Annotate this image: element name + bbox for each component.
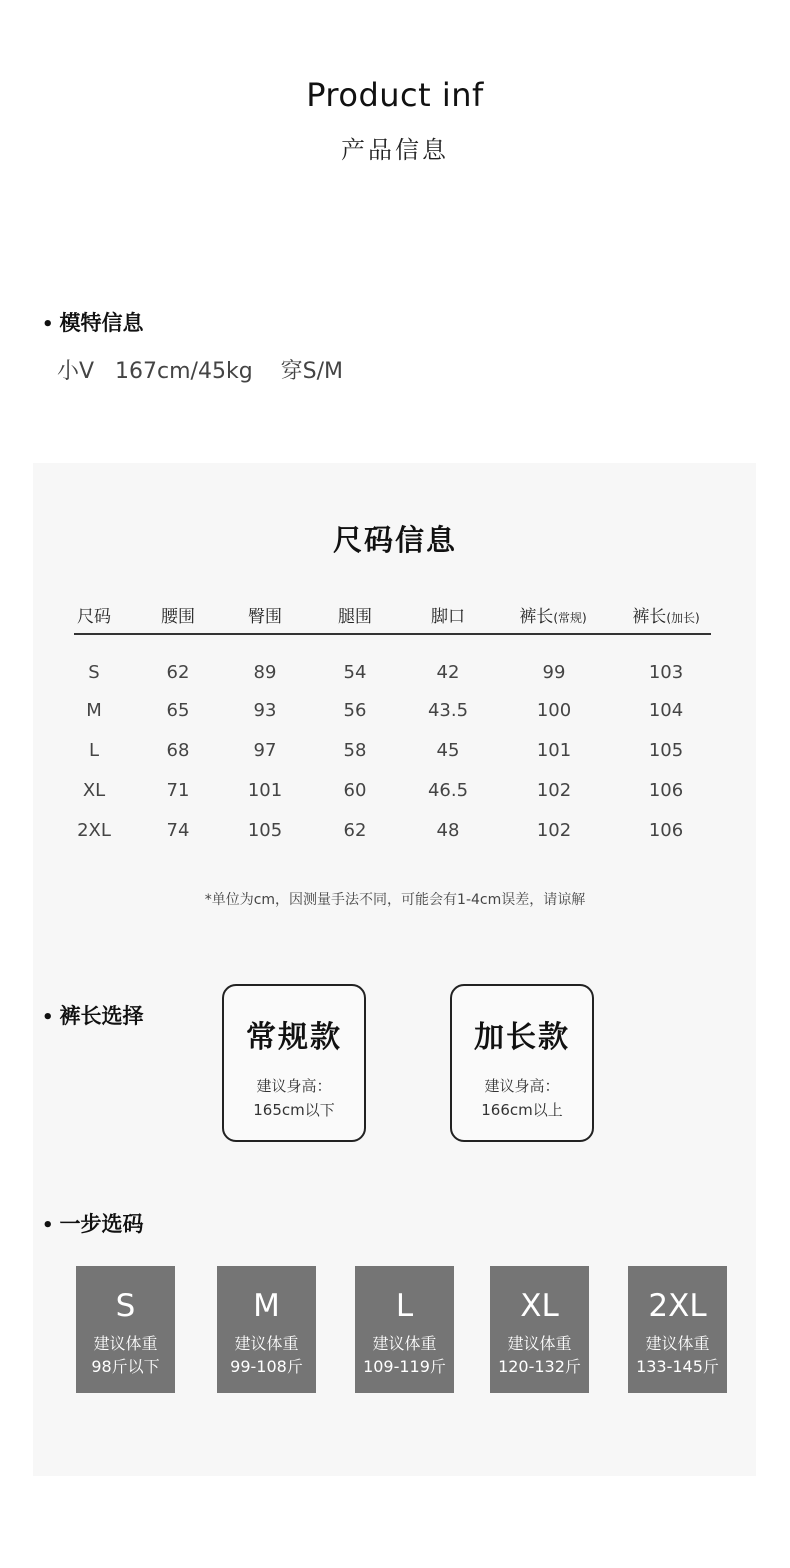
size-card-s[interactable]: [76, 1266, 175, 1393]
size-card-xl[interactable]: [490, 1266, 589, 1393]
table-cell: 101: [247, 780, 283, 801]
length-option-desc: [224, 1074, 364, 1122]
table-cell: 104: [648, 700, 684, 721]
page-title-cn: 产品信息: [341, 136, 449, 164]
size-card-size: M: [253, 1288, 280, 1324]
size-card-l[interactable]: [355, 1266, 454, 1393]
table-cell: 46.5: [427, 780, 469, 801]
table-header-hip: [215, 602, 315, 627]
size-card-label: 建议体重: [372, 1334, 437, 1353]
size-card-size: XL: [520, 1288, 559, 1324]
size-card-2xl[interactable]: [628, 1266, 727, 1393]
table-cell: 60: [343, 780, 367, 801]
table-cell: 103: [648, 662, 684, 683]
table-cell: 102: [536, 780, 572, 801]
length-option-line: 166cm以上: [481, 1101, 563, 1119]
table-cell: 65: [166, 700, 190, 721]
table-header-waist: [128, 602, 228, 627]
table-cell: 102: [536, 820, 572, 841]
table-header-length-regular: [493, 602, 613, 627]
table-header-suffix: (常规): [553, 611, 587, 625]
table-cell: 101: [536, 740, 572, 761]
size-card-size: L: [395, 1288, 414, 1324]
table-header-thigh: [305, 602, 405, 627]
table-header-label: 腰围: [161, 607, 195, 627]
table-header-label: 臀围: [248, 607, 282, 627]
length-option-line: 165cm以下: [253, 1101, 335, 1119]
table-cell: 106: [648, 780, 684, 801]
length-option-desc: [452, 1074, 592, 1122]
size-card-label: 建议体重: [93, 1334, 158, 1353]
table-cell: 2XL: [77, 820, 111, 841]
length-choice-heading: [42, 1000, 144, 1030]
size-card-range: 120-132斤: [498, 1357, 581, 1376]
size-pick-heading-label: 一步选码: [59, 1212, 144, 1236]
size-card-range: 109-119斤: [363, 1357, 446, 1376]
table-header-label: 脚口: [431, 607, 465, 627]
size-card-range: 133-145斤: [636, 1357, 719, 1376]
table-header-label: 裤长: [519, 607, 554, 627]
length-option-title: 加长款: [474, 1020, 570, 1055]
measurement-note: *单位为cm，因测量手法不同，可能会有1-4cm误差，请谅解: [204, 892, 586, 908]
length-option-line: 建议身高：: [256, 1077, 332, 1095]
size-card-m[interactable]: [217, 1266, 316, 1393]
size-card-label: 建议体重: [234, 1334, 299, 1353]
table-header-length-long: [606, 602, 726, 627]
length-option-regular[interactable]: [222, 984, 366, 1142]
page-title-en: Product inf: [306, 76, 484, 114]
length-option-line: 建议身高：: [484, 1077, 560, 1095]
table-cell: 105: [648, 740, 684, 761]
bullet-icon: •: [42, 1215, 54, 1236]
table-cell: 48: [436, 820, 460, 841]
length-choice-heading-label: 裤长选择: [59, 1004, 144, 1028]
table-cell: 62: [166, 662, 190, 683]
table-header-divider: [74, 633, 711, 635]
table-cell: L: [88, 740, 100, 761]
size-pick-heading: [42, 1208, 144, 1238]
size-card-size: S: [115, 1288, 136, 1324]
table-cell: 71: [166, 780, 190, 801]
table-cell: 68: [166, 740, 190, 761]
table-header-label: 腿围: [338, 607, 372, 627]
size-card-label: 建议体重: [507, 1334, 572, 1353]
length-option-long[interactable]: [450, 984, 594, 1142]
size-card-size: 2XL: [648, 1288, 707, 1324]
table-cell: 99: [542, 662, 566, 683]
table-cell: 106: [648, 820, 684, 841]
table-header-label: 尺码: [77, 607, 111, 627]
table-cell: 45: [436, 740, 460, 761]
size-card-label: 建议体重: [645, 1334, 710, 1353]
table-header-label: 裤长: [632, 607, 667, 627]
model-info-heading: [42, 307, 144, 337]
size-card-range: 99-108斤: [230, 1357, 303, 1376]
size-info-title: 尺码信息: [332, 523, 457, 557]
table-cell: 58: [343, 740, 367, 761]
table-cell: 105: [247, 820, 283, 841]
size-card-range: 98斤以下: [91, 1357, 160, 1376]
table-cell: 74: [166, 820, 190, 841]
table-cell: XL: [82, 780, 106, 801]
model-info-text: 小V 167cm/45kg 穿S/M: [57, 359, 343, 384]
table-cell: 56: [343, 700, 367, 721]
table-cell: S: [88, 662, 100, 683]
table-cell: 62: [343, 820, 367, 841]
table-cell: 100: [536, 700, 572, 721]
table-cell: 89: [253, 662, 277, 683]
bullet-icon: •: [42, 1007, 54, 1028]
model-info-heading-label: 模特信息: [59, 311, 144, 335]
table-cell: 43.5: [427, 700, 469, 721]
table-cell: 54: [343, 662, 367, 683]
table-header-hem: [398, 602, 498, 627]
bullet-icon: •: [42, 314, 54, 335]
table-cell: 42: [436, 662, 460, 683]
table-cell: 93: [253, 700, 277, 721]
table-cell: 97: [253, 740, 277, 761]
table-cell: M: [86, 700, 102, 721]
table-header-suffix: (加长): [666, 611, 700, 625]
length-option-title: 常规款: [246, 1020, 342, 1055]
